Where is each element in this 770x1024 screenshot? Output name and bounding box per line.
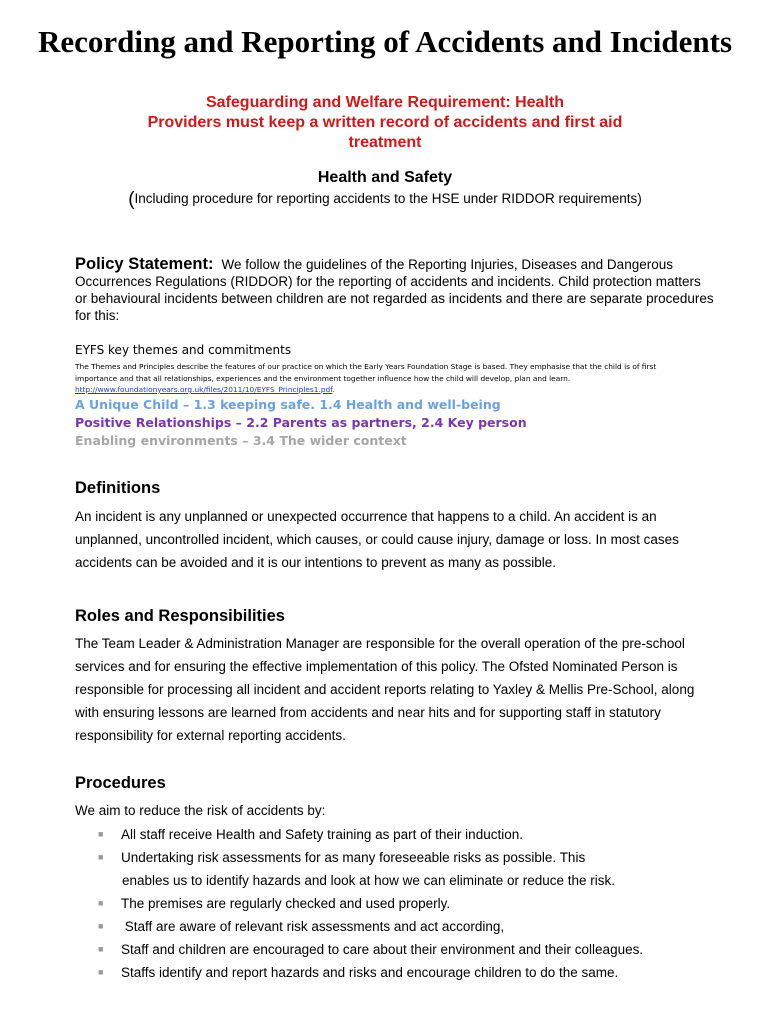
subtitle-line-3: treatment bbox=[348, 134, 422, 151]
list-item-text: All staff receive Health and Safety training as part of their induction. bbox=[121, 827, 523, 842]
roles-heading: Roles and Responsibilities bbox=[75, 607, 285, 625]
eyfs-description: The Themes and Principles describe the features of our practice on which the Early Years Foundation Stage is based. They emphasise that the child is of first importance and that all relationships, experiences and the environment together influence how the child will develop, plan and learn. bbox=[75, 362, 657, 383]
list-item-continuation: enables us to identify hazards and look at how we can eliminate or reduce the risk. bbox=[122, 873, 616, 888]
theme-enabling-environments: Enabling environments – 3.4 The wider context bbox=[75, 433, 407, 448]
policy-statement-text: We follow the guidelines of the Reporting Injuries, Diseases and Dangerous Occurrences Regulations (RIDDOR) for the reporting of accidents and incidents. Child protection matters or behavioural incidents between children are not regarded as incidents and there are separate procedures for this: bbox=[75, 257, 714, 323]
procedures-intro: We aim to reduce the risk of accidents by: bbox=[75, 803, 326, 818]
definitions-heading: Definitions bbox=[75, 479, 161, 497]
eyfs-link-line: http://www.foundationyears.org.uk/files/2011/10/EYFS_Principles1.pdf. bbox=[75, 385, 335, 394]
theme-positive-relationships: Positive Relationships – 2.2 Parents as partners, 2.4 Key person bbox=[75, 415, 527, 430]
list-item-text: Staffs identify and report hazards and risks and encourage children to do the same. bbox=[121, 965, 619, 980]
list-item-text: Undertaking risk assessments for as many foreseeable risks as possible. This bbox=[121, 850, 586, 865]
bullet-square-icon: ■ bbox=[98, 898, 104, 908]
roles-text: The Team Leader & Administration Manager are responsible for the overall operation of the pre-school services and for ensuring the effective implementation of this policy. The Ofsted Nominated Person is responsible for processing all incident and accident reports relating to Yaxley & Mellis Pre-School, along with ensuring lessons are learned from accidents and near hits and for supporting staff in statutory responsibility for external reporting accidents. bbox=[75, 636, 695, 743]
subtitle-line-1: Safeguarding and Welfare Requirement: Health bbox=[206, 94, 564, 111]
list-item-text: Staff are aware of relevant risk assessments and act according, bbox=[121, 919, 505, 934]
policy-statement-label: Policy Statement: bbox=[75, 255, 214, 273]
definitions-text: An incident is any unplanned or unexpected occurrence that happens to a child. An accident is an unplanned, uncontrolled incident, which causes, or could cause injury, damage or loss. In most cases accidents can be avoided and it is our intentions to prevent as many as possible. bbox=[75, 509, 679, 570]
bullet-square-icon: ■ bbox=[98, 829, 104, 839]
health-safety-heading: Health and Safety bbox=[317, 169, 453, 186]
bullet-square-icon: ■ bbox=[98, 852, 104, 862]
requirement-subtitle bbox=[0, 93, 770, 153]
health-safety-subheading: (Including procedure for reporting accidents to the HSE under RIDDOR requirements) bbox=[128, 189, 642, 210]
document-title: Recording and Reporting of Accidents and Incidents bbox=[37, 24, 733, 59]
policy-statement bbox=[75, 256, 715, 324]
eyfs-heading: EYFS key themes and commitments bbox=[75, 343, 292, 357]
bullet-square-icon: ■ bbox=[98, 921, 104, 931]
theme-unique-child: A Unique Child – 1.3 keeping safe. 1.4 Health and well-being bbox=[75, 397, 501, 412]
procedures-heading: Procedures bbox=[75, 774, 166, 792]
health-safety-subheading-text: Including procedure for reporting accidents to the HSE under RIDDOR requirements) bbox=[134, 191, 642, 206]
subtitle-line-2: Providers must keep a written record of accidents and first aid bbox=[147, 114, 623, 131]
list-item-text: The premises are regularly checked and used properly. bbox=[121, 896, 451, 911]
eyfs-principles-link[interactable]: http://www.foundationyears.org.uk/files/2011/10/EYFS_Principles1.pdf bbox=[75, 385, 333, 394]
list-item-text: Staff and children are encouraged to care about their environment and their colleagues. bbox=[121, 942, 644, 957]
bullet-square-icon: ■ bbox=[98, 967, 104, 977]
bullet-square-icon: ■ bbox=[98, 944, 104, 954]
